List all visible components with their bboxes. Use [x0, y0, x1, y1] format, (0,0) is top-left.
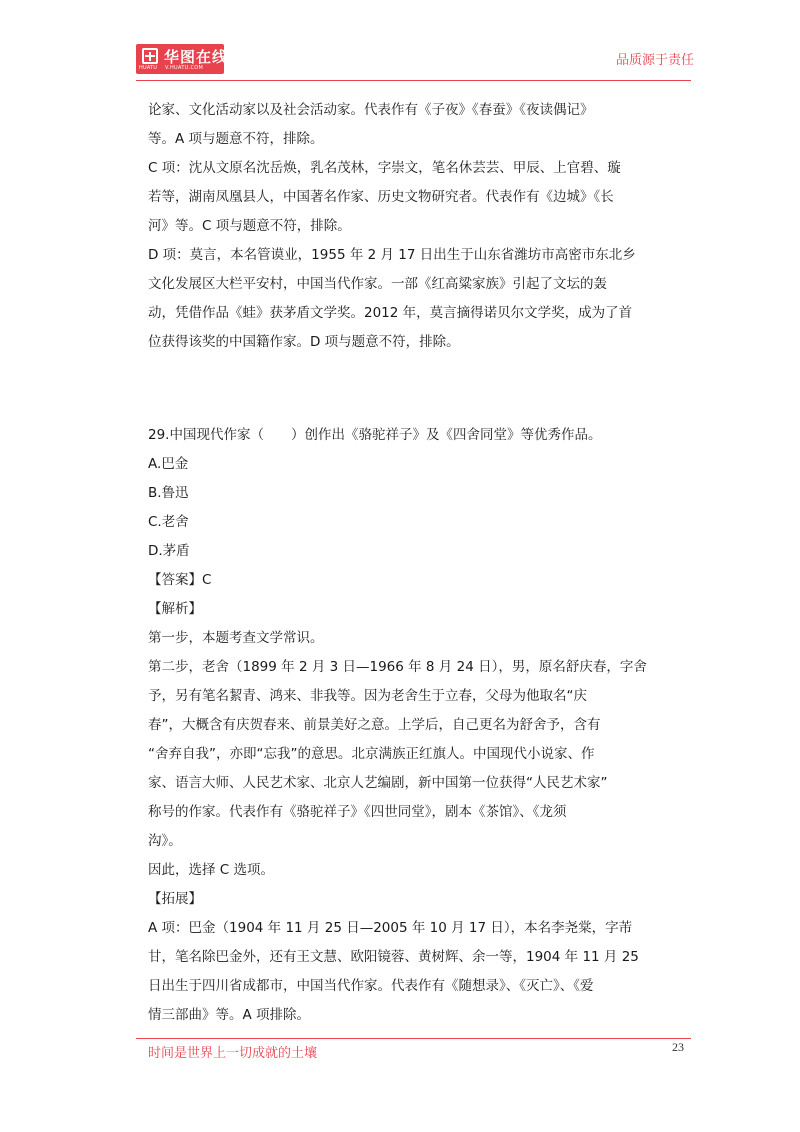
text-line: 动，凭借作品《蛙》获茅盾文学奖。2012 年，莫言摘得诺贝尔文学奖，成为了首 — [148, 305, 633, 321]
header-slogan: 品质源于责任 — [615, 53, 694, 68]
page-number: 23 — [672, 1040, 684, 1054]
text-line: 家、语言大师、人民艺术家、北京人艺编剧，新中国第一位获得“人民艺术家” — [148, 775, 608, 791]
brand-logo — [136, 44, 229, 74]
section-gap — [148, 357, 660, 421]
analysis-heading: 【解析】 — [148, 601, 202, 617]
text-line: “舍弃自我”，亦即“忘我”的意思。北京满族正红旗人。中国现代小说家、作 — [148, 746, 595, 762]
footer-divider — [136, 1038, 691, 1039]
header-divider — [136, 80, 691, 81]
text-line: 文化发展区大栏平安村，中国当代作家。一部《红高粱家族》引起了文坛的轰 — [148, 276, 607, 292]
text-line: 若等，湖南凤凰县人，中国著名作家、历史文物研究者。代表作有《边城》《长 — [148, 189, 614, 205]
question-stem: 29.中国现代作家（ ）创作出《骆驼祥子》及《四舍同堂》等优秀作品。 — [148, 427, 602, 443]
text-line: 论家、文化活动家以及社会活动家。代表作有《子夜》《春蚕》《夜读偶记》 — [148, 102, 594, 118]
page-header — [0, 0, 800, 80]
text-line: 春”，大概含有庆贺春来、前景美好之意。上学后，自己更名为舒舍予，含有 — [148, 717, 601, 733]
text-line: 日出生于四川省成都市，中国当代作家。代表作有《随想录》、《灭亡》、《爱 — [148, 978, 594, 994]
text-line: 等。A 项与题意不符，排除。 — [148, 131, 324, 147]
document-body — [148, 96, 660, 1030]
footer-motto: 时间是世界上一切成就的土壤 — [148, 1046, 318, 1061]
text-line: 称号的作家。代表作有《骆驼祥子》《四世同堂》，剧本《茶馆》、《龙须 — [148, 804, 567, 820]
text-line: 甘，笔名除巴金外，还有王文慧、欧阳镜蓉、黄树辉、余一等，1904 年 11 月 25 — [148, 949, 639, 965]
text-line: 予，另有笔名絜青、鸿来、非我等。因为老舍生于立春，父母为他取名“庆 — [148, 688, 587, 704]
text-line: C 项：沈从文原名沈岳焕，乳名茂林，字崇文，笔名休芸芸、甲辰、上官碧、璇 — [148, 160, 621, 176]
text-line: 第二步，老舍（1899 年 2 月 3 日—1966 年 8 月 24 日），男，原名舒庆春，字舍 — [148, 659, 647, 675]
text-line: A 项：巴金（1904 年 11 月 25 日—2005 年 10 月 17 日），本名李尧棠，字芾 — [148, 920, 633, 936]
option-d: D.茅盾 — [148, 543, 190, 559]
text-line: 情三部曲》等。A 项排除。 — [148, 1007, 311, 1023]
option-c: C.老舍 — [148, 514, 189, 530]
text-line: 沟》。 — [148, 833, 182, 849]
logo-text: 华图在线 — [164, 48, 229, 66]
text-line: 位获得该奖的中国籍作家。D 项与题意不符，排除。 — [148, 334, 460, 350]
answer-line: 【答案】C — [148, 572, 212, 588]
text-line: D 项：莫言，本名管谟业，1955 年 2 月 17 日出生于山东省潍坊市高密市东北乡 — [148, 247, 636, 263]
text-line: 因此，选择 C 选项。 — [148, 862, 275, 878]
extension-heading: 【拓展】 — [148, 891, 202, 907]
logo-subtext: HUATU — [139, 65, 158, 71]
option-a: A.巴金 — [148, 456, 189, 472]
text-line: 第一步，本题考查文学常识。 — [148, 630, 324, 646]
text-line: 河》等。C 项与题意不符，排除。 — [148, 218, 351, 234]
logo-url: V.HUATU.COM — [165, 65, 204, 71]
logo-mark-icon — [142, 48, 158, 64]
option-b: B.鲁迅 — [148, 485, 189, 501]
